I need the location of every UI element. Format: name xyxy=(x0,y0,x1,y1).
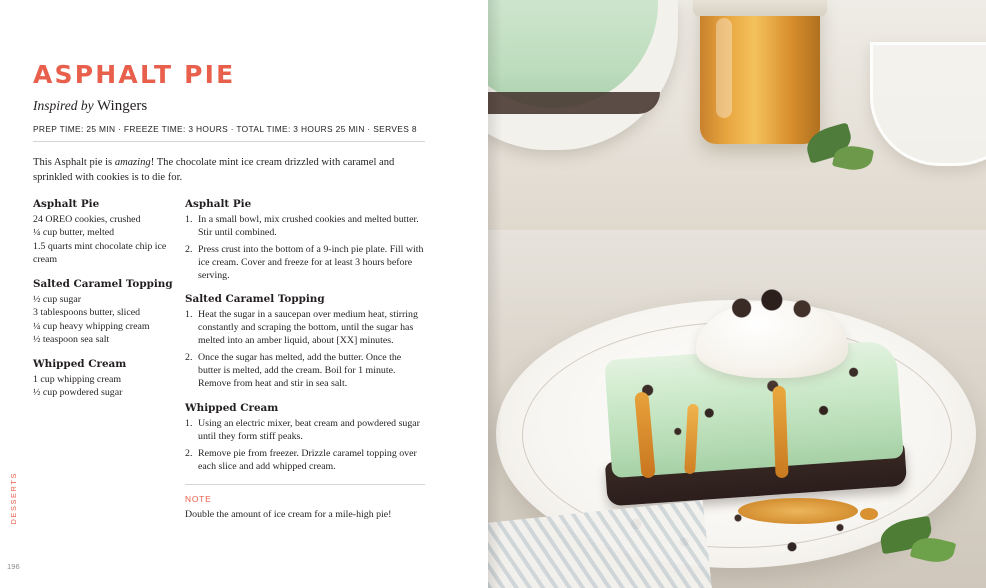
direction-group-heading: Salted Caramel Topping xyxy=(185,293,325,306)
direction-steps xyxy=(185,308,425,390)
ingredients-column xyxy=(33,198,185,521)
inspired-by-line xyxy=(33,98,425,115)
section-tab: DESSERTS xyxy=(9,472,18,525)
inspired-by-brand: Wingers xyxy=(97,98,148,115)
page-number: 196 xyxy=(7,562,20,571)
recipe-content xyxy=(33,62,425,521)
ingredient-group xyxy=(33,278,185,347)
direction-group-heading: Asphalt Pie xyxy=(185,197,252,210)
ingredient-group xyxy=(33,198,185,267)
ingredient-group xyxy=(33,358,185,400)
recipe-times: PREP TIME: 25 MIN · FREEZE TIME: 3 HOURS · TOTAL TIME: 3 HOURS 25 MIN · SERVES 8 xyxy=(33,124,425,142)
recipe-note xyxy=(185,484,425,521)
pie-in-dish-crust xyxy=(488,92,660,114)
ingredient-item: 1.5 quarts mint chocolate chip ice cream xyxy=(33,240,167,266)
cookie-crumble-topping xyxy=(720,284,828,324)
recipe-photo xyxy=(488,0,986,588)
intro-emphasis: amazing xyxy=(114,156,151,168)
crushed-cookies xyxy=(876,44,986,104)
caramel-jar-highlight xyxy=(716,18,732,118)
direction-steps xyxy=(185,213,425,282)
ingredient-item: ¼ cup butter, melted xyxy=(33,227,115,239)
inspired-by-prefix: Inspired by xyxy=(33,98,94,114)
direction-step: Once the sugar has melted, add the butter. Once the butter is melted, add the cream. Boil for 1 minute. Remove from heat and stir in sea salt. xyxy=(198,352,402,390)
note-text: Double the amount of ice cream for a mile-high pie! xyxy=(185,508,392,520)
recipe-intro xyxy=(33,155,421,185)
ingredient-item: 24 OREO cookies, crushed xyxy=(33,213,141,225)
ingredient-group-heading: Asphalt Pie xyxy=(33,197,100,210)
caramel-jar-rim xyxy=(693,0,827,16)
direction-step: Press crust into the bottom of a 9-inch pie plate. Fill with ice cream. Cover and freeze for at least 3 hours before serving. xyxy=(198,243,424,282)
intro-part-1: This Asphalt pie is xyxy=(33,156,115,168)
ingredient-item: 3 tablespoons butter, sliced xyxy=(33,307,141,319)
direction-step: Using an electric mixer, beat cream and powdered sugar until they form stiff peaks. xyxy=(198,417,420,442)
recipe-text-page xyxy=(0,0,488,588)
ingredient-item: ¼ cup heavy whipping cream xyxy=(33,320,150,332)
note-label: NOTE xyxy=(185,493,212,504)
recipe-columns xyxy=(33,198,425,521)
ingredient-item: ½ cup powdered sugar xyxy=(33,387,123,399)
intro-part-2: ! The chocolate mint ice cream drizzled with caramel and sprinkled with cookies is to die for. xyxy=(33,156,395,183)
direction-steps xyxy=(185,417,425,473)
ingredient-group-heading: Whipped Cream xyxy=(33,357,127,370)
ingredient-group-heading: Salted Caramel Topping xyxy=(33,277,173,290)
direction-group-heading: Whipped Cream xyxy=(185,401,279,414)
direction-step: Heat the sugar in a saucepan over medium heat, stirring constantly and scraping the bottom, until the sugar has melted into an amber liquid, about [XX] minutes. xyxy=(198,309,418,347)
direction-step: Remove pie from freezer. Drizzle caramel topping over each slice and add whipped cream. xyxy=(198,447,417,472)
ingredient-item: 1 cup whipping cream xyxy=(33,373,122,385)
ingredient-item: ½ teaspoon sea salt xyxy=(33,334,110,346)
directions-column xyxy=(185,198,425,521)
direction-step: In a small bowl, mix crushed cookies and melted butter. Stir until combined. xyxy=(198,213,419,238)
page-title: ASPHALT PIE xyxy=(33,60,236,89)
ingredient-item: ½ cup sugar xyxy=(33,293,81,305)
